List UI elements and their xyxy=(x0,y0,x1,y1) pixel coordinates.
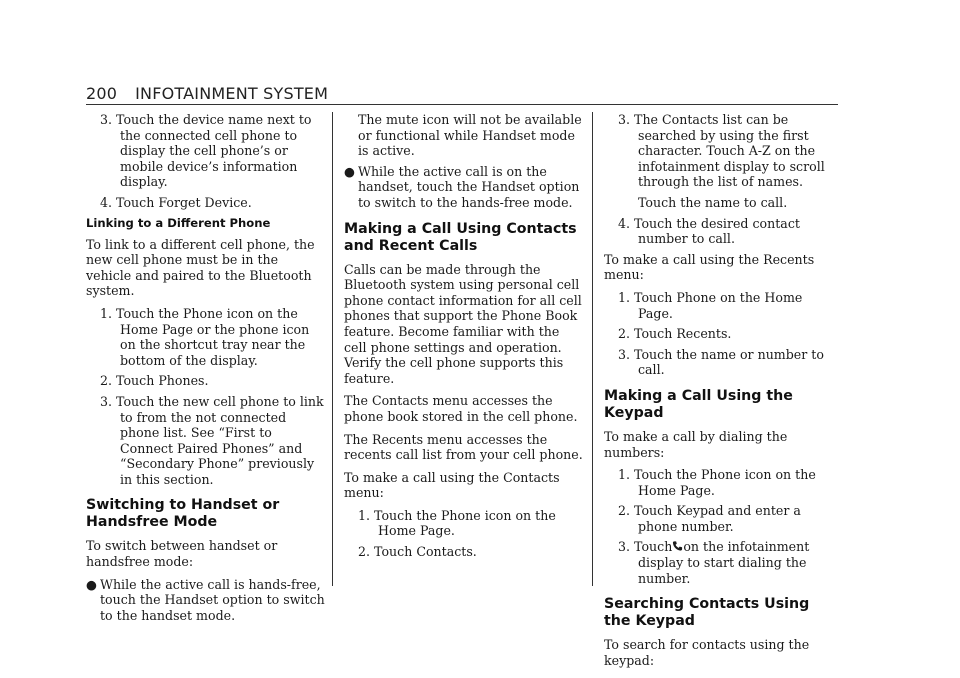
section-title: INFOTAINMENT SYSTEM xyxy=(135,84,329,103)
bullet-item: ● While the active call is hands-free, touch the Handset option to switch to the handset mode. xyxy=(86,576,325,623)
paragraph: To switch between handset or handsfree mode: xyxy=(86,538,278,570)
bullet-item: ● While the active call is on the handset, touch the Handset option to switch to the hands-free mode. xyxy=(344,163,580,210)
numbered-step: 4. Touch the desired contact number to call. xyxy=(618,215,800,247)
page-number: 200 xyxy=(86,84,118,103)
paragraph: Calls can be made through the Bluetooth system using personal cell phone contact information for all cell phones that support the Phone Book feature. Become familiar with the cell phone settings and operation. Verify the cell phone supports this feature. xyxy=(344,261,582,386)
numbered-step: 3. Touch the name or number to call. xyxy=(618,346,824,378)
numbered-step: 2. Touch Phones. xyxy=(100,373,209,389)
numbered-step: 2. Touch Recents. xyxy=(618,326,732,342)
paragraph: To make a call using the Contacts menu: xyxy=(344,469,560,501)
heading-search: Searching Contacts Using the Keypad xyxy=(604,596,810,630)
numbered-step: 1. Touch Phone on the Home Page. xyxy=(618,289,803,321)
paragraph: To make a call by dialing the numbers: xyxy=(604,428,788,460)
column-divider xyxy=(592,112,593,586)
paragraph: To link to a different cell phone, the new cell phone must be in the vehicle and paired to the Bluetooth system. xyxy=(86,236,315,299)
paragraph: The Contacts menu accesses the phone book stored in the cell phone. xyxy=(344,393,578,424)
column-divider xyxy=(332,112,333,586)
column-1 xyxy=(86,112,326,630)
header-divider xyxy=(86,104,838,105)
bullet-icon: ● xyxy=(344,163,355,179)
subheading-linking: Linking to a Different Phone xyxy=(86,215,271,230)
paragraph: The Recents menu accesses the recents call list from your cell phone. xyxy=(344,431,583,463)
numbered-step: 3. Touch the device name next to the connected cell phone to display the cell phone’s or mobile device’s information display. xyxy=(100,112,312,190)
numbered-step: 1. Touch the Phone icon on the Home Page. xyxy=(358,507,556,539)
numbered-step: 3. Touch on the infotainment display to start dialing the number. xyxy=(618,539,810,586)
heading-keypad: Making a Call Using the Keypad xyxy=(604,387,793,421)
numbered-step: 4. Touch Forget Device. xyxy=(100,194,252,210)
column-3 xyxy=(604,112,840,675)
page-header xyxy=(86,84,328,103)
heading-contacts: Making a Call Using Contacts and Recent Calls xyxy=(344,220,577,254)
paragraph: To make a call using the Recents menu: xyxy=(604,251,815,283)
paragraph: To search for contacts using the keypad: xyxy=(604,637,810,668)
phone-call-icon xyxy=(672,540,683,552)
bullet-continuation: The mute icon will not be available or functional while Handset mode is active. xyxy=(358,112,582,159)
step-continuation: Touch the name to call. xyxy=(638,194,788,210)
numbered-step: 3. The Contacts list can be searched by using the first character. Touch A-Z on the infotainment display to scroll through the list of names. xyxy=(618,112,825,190)
numbered-step: 3. Touch the new cell phone to link to from the not connected phone list. See “First to Connect Paired Phones” and “Secondary Phone” previously in this section. xyxy=(100,393,324,487)
numbered-step: 2. Touch Keypad and enter a phone number. xyxy=(618,503,801,534)
column-2 xyxy=(344,112,584,565)
numbered-step: 1. Touch the Phone icon on the Home Page or the phone icon on the shortcut tray near the bottom of the display. xyxy=(100,305,310,368)
bullet-icon: ● xyxy=(86,576,97,592)
numbered-step: 1. Touch the Phone icon on the Home Page. xyxy=(618,467,816,498)
numbered-step: 2. Touch Contacts. xyxy=(358,544,477,560)
heading-switching: Switching to Handset or Handsfree Mode xyxy=(86,497,280,531)
